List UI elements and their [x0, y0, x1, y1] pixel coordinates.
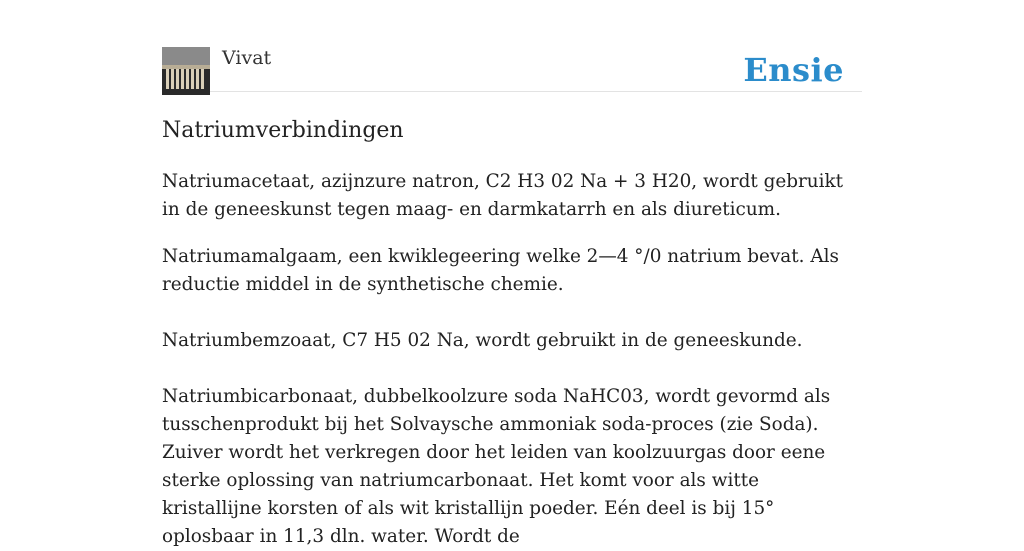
author-name[interactable]: Vivat [222, 47, 272, 69]
paragraph: Natriumbemzoaat, C7 H5 02 Na, wordt gebruikt in de geneeskunde. [162, 330, 803, 351]
paragraph: Natriumacetaat, azijnzure natron, C2 H3 02 Na + 3 H20, wordt gebruikt in de geneeskunst tegen maag- en darmkatarrh en als diureticum. [162, 171, 844, 220]
header [162, 0, 862, 92]
avatar-image-icon [162, 47, 210, 95]
article-body [162, 168, 862, 551]
page [162, 0, 862, 547]
brand-logo[interactable]: Ensie [743, 51, 844, 89]
article-title: Natriumverbindingen [162, 118, 404, 143]
avatar[interactable] [162, 47, 210, 95]
paragraph: Natriumamalgaam, een kwiklegeering welke 2—4 °/0 natrium bevat. Als reductie middel in de synthetische chemie. [162, 246, 839, 295]
paragraph: Natriumbicarbonaat, dubbelkoolzure soda NaHC03, wordt gevormd als tusschenprodukt bij het Solvaysche ammoniak soda-proces (zie Soda). Zuiver wordt het verkregen door het leiden van koolzuurgas door eene sterke oplossing van natriumcarbonaat. Het komt voor als witte kristallijne korsten of als wit kristallijn poeder. Eén deel is bij 15° oplosbaar in 11,3 dln. water. Wordt de [162, 386, 831, 547]
